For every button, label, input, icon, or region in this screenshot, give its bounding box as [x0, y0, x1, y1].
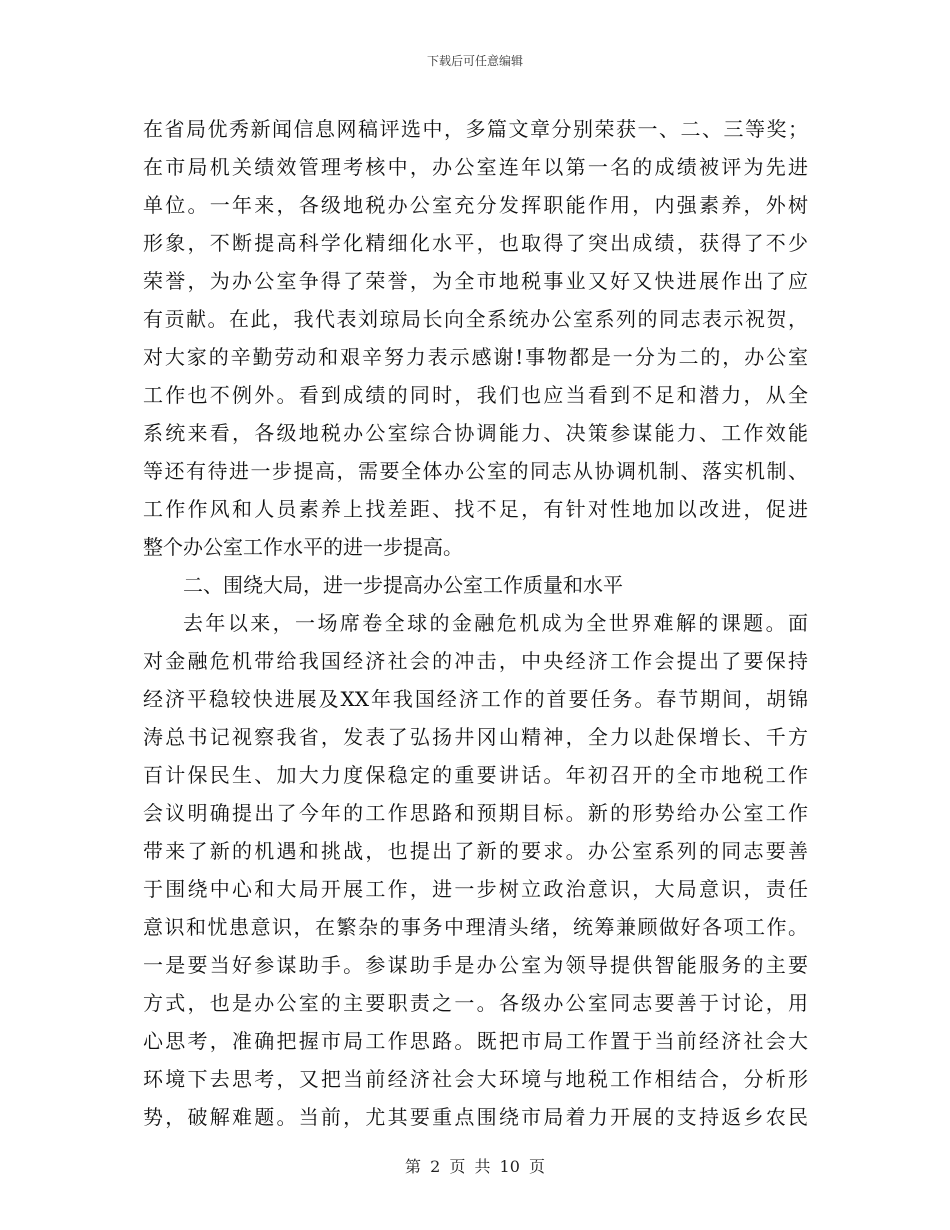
text-line: 形象，不断提高科学化精细化水平，也取得了突出成绩，获得了不少	[143, 231, 808, 255]
text-line: 整个办公室工作水平的进一步提高。	[143, 535, 463, 559]
text-line: 经济平稳较快进展及XX年我国经济工作的首要任务。春节期间，胡锦	[143, 687, 808, 711]
text-line: 心思考，准确把握市局工作思路。既把市局工作置于当前经济社会大	[143, 1029, 808, 1053]
text-line: 荣誉，为办公室争得了荣誉，为全市地税事业又好又快进展作出了应	[143, 269, 808, 293]
text-line: 于围绕中心和大局开展工作，进一步树立政治意识，大局意识，责任	[143, 877, 808, 901]
page-header: 下载后可任意编辑	[426, 54, 523, 68]
document-body	[143, 110, 808, 1136]
text-line: 去年以来，一场席卷全球的金融危机成为全世界难解的课题。面	[183, 611, 808, 635]
text-line: 方式，也是办公室的主要职责之一。各级办公室同志要善于讨论，用	[143, 991, 808, 1015]
section-heading: 二、围绕大局，进一步提高办公室工作质量和水平	[183, 573, 623, 597]
text-line: 会议明确提出了今年的工作思路和预期目标。新的形势给办公室工作	[143, 801, 808, 825]
text-line: 涛总书记视察我省，发表了弘扬井冈山精神，全力以赴保增长、千方	[143, 725, 808, 749]
text-line: 工作作风和人员素养上找差距、找不足，有针对性地加以改进，促进	[143, 497, 808, 521]
page-number-footer: 第 2 页 共 10 页	[405, 1157, 545, 1176]
text-line: 单位。一年来，各级地税办公室充分发挥职能作用，内强素养，外树	[143, 193, 808, 217]
text-line: 环境下去思考，又把当前经济社会大环境与地税工作相结合，分析形	[143, 1067, 808, 1091]
text-line: 在市局机关绩效管理考核中，办公室连年以第一名的成绩被评为先进	[143, 155, 808, 179]
text-line: 系统来看，各级地税办公室综合协调能力、决策参谋能力、工作效能	[143, 421, 808, 445]
text-line: 意识和忧患意识，在繁杂的事务中理清头绪，统筹兼顾做好各项工作。	[143, 915, 808, 939]
text-line: 在省局优秀新闻信息网稿评选中，多篇文章分别荣获一、二、三等奖；	[143, 117, 808, 141]
text-line: 有贡献。在此，我代表刘琼局长向全系统办公室系列的同志表示祝贺，	[143, 307, 808, 331]
text-line: 带来了新的机遇和挑战，也提出了新的要求。办公室系列的同志要善	[143, 839, 808, 863]
text-line: 一是要当好参谋助手。参谋助手是办公室为领导提供智能服务的主要	[143, 953, 808, 977]
text-line: 百计保民生、加大力度保稳定的重要讲话。年初召开的全市地税工作	[143, 763, 808, 787]
text-line: 对大家的辛勤劳动和艰辛努力表示感谢!事物都是一分为二的，办公室	[143, 345, 808, 369]
text-line: 等还有待进一步提高，需要全体办公室的同志从协调机制、落实机制、	[143, 459, 808, 483]
text-line: 工作也不例外。看到成绩的同时，我们也应当看到不足和潜力，从全	[143, 383, 808, 407]
text-line: 对金融危机带给我国经济社会的冲击，中央经济工作会提出了要保持	[143, 649, 808, 673]
text-line: 势，破解难题。当前，尤其要重点围绕市局着力开展的支持返乡农民	[143, 1105, 808, 1129]
